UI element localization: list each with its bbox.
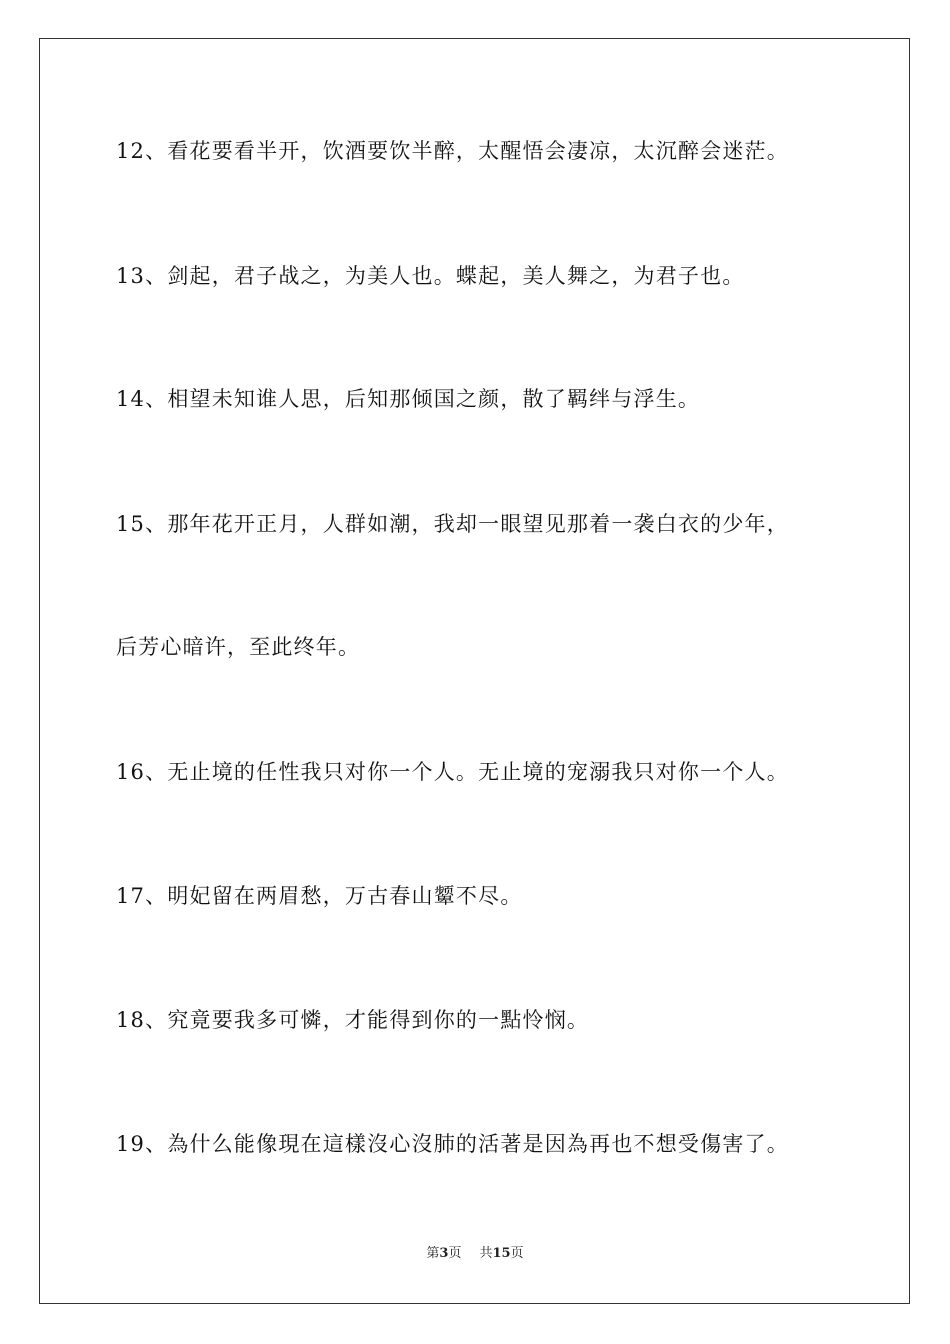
page-footer <box>0 1244 950 1264</box>
quote-line-12: 12、看花要看半开，饮酒要饮半醉，太醒悟会凄凉，太沉醉会迷茫。 <box>116 139 789 163</box>
page-frame <box>39 38 910 1304</box>
quote-line-19: 19、為什么能像現在這樣沒心沒肺的活著是因為再也不想受傷害了。 <box>116 1132 789 1156</box>
quote-line-18: 18、究竟要我多可憐，才能得到你的一點怜悯。 <box>116 1008 590 1032</box>
quote-line-16: 16、无止境的任性我只对你一个人。无止境的宠溺我只对你一个人。 <box>116 760 789 784</box>
quote-line-15-continued: 后芳心暗许，至此终年。 <box>116 635 361 659</box>
total-suffix: 页 <box>510 1246 524 1261</box>
page-prefix: 第 <box>426 1246 440 1261</box>
quote-line-14: 14、相望未知谁人思，后知那倾国之颜，散了羁绊与浮生。 <box>116 387 701 411</box>
total-page-number: 15 <box>492 1246 511 1261</box>
quote-line-13: 13、剑起，君子战之，为美人也。蝶起，美人舞之，为君子也。 <box>116 264 745 288</box>
quote-line-15: 15、那年花开正月，人群如潮，我却一眼望见那着一袭白衣的少年， <box>116 512 789 536</box>
current-page-number: 3 <box>439 1246 449 1261</box>
quote-line-17: 17、明妃留在两眉愁，万古春山颦不尽。 <box>116 884 523 908</box>
page-suffix: 页 <box>448 1246 462 1261</box>
total-prefix: 共 <box>479 1246 493 1261</box>
